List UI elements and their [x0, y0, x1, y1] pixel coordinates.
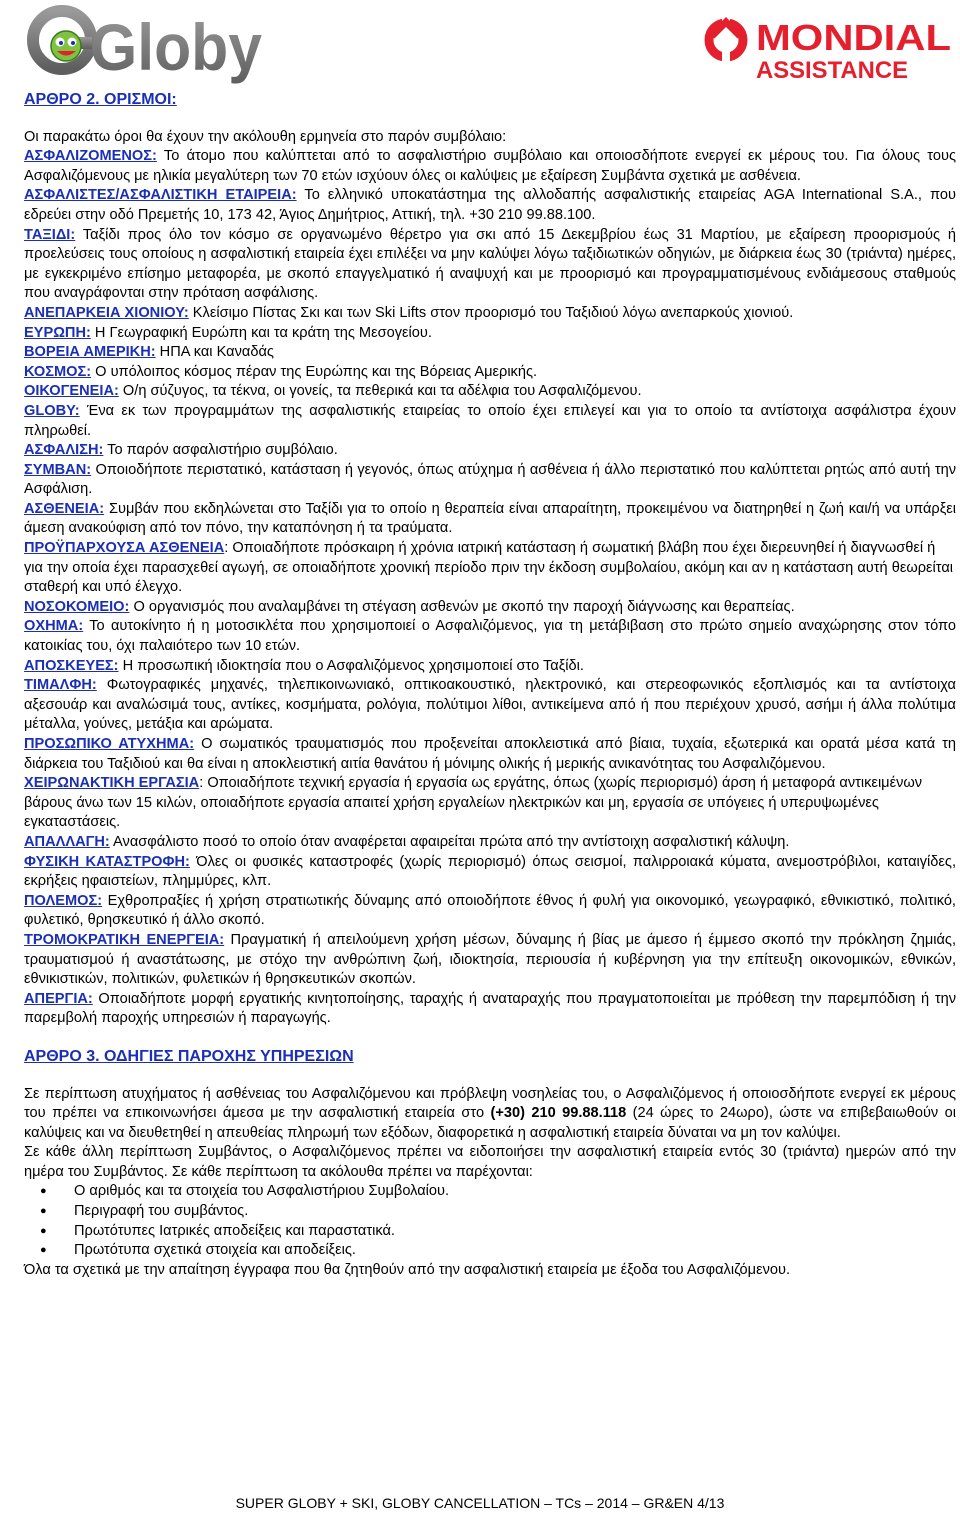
definition-item [24, 461, 956, 500]
definition-text: : Οποιαδήποτε πρόσκαιρη ή χρόνια ιατρική κατάσταση ή σωματική βλάβη που έχει διερευνηθεί ή διαγνωσθεί ή για την οποία έχει παρασχεθεί αγωγή, σε οποιαδήποτε χρονική περίοδο πριν την έκδοση συμβολαίου, ακόμη και αν η κατάσταση αυτή θεωρείται σταθερή και υπό έλεγχο. [24, 540, 954, 596]
definition-term: ΦΥΣΙΚΗ ΚΑΤΑΣΤΡΟΦΗ: [24, 853, 190, 870]
globy-logo-text: Globy [90, 10, 263, 84]
definition-text: Ο οργανισμός που αναλαμβάνει τη στέγαση ασθενών με σκοπό την παροχή διάγνωσης και θεραπείας. [129, 598, 795, 615]
definition-item [24, 324, 956, 344]
definition-item [24, 853, 956, 892]
definition-item [24, 441, 956, 461]
definition-term: ΑΠΑΛΛΑΓΗ: [24, 833, 110, 850]
globy-logo [26, 4, 266, 84]
definition-term: ΠΡΟΫΠΑΡΧΟΥΣΑ ΑΣΘΕΝΕΙΑ [24, 540, 225, 557]
definition-item [24, 382, 956, 402]
definition-text: Το άτομο που καλύπτεται από το ασφαλιστήριο συμβόλαιο και οποιοσδήποτε ενεργεί εκ μέρους του. Για όλους τους Ασφαλιζόμενους με ηλικία μεγαλύτερη των 70 ετών ισχύουν όλες οι καλύψεις με εξαίρεση Συμβάντα σχετικά με ασθένεια. [24, 148, 956, 184]
mondial-logo-line1: MONDIAL [756, 17, 951, 58]
definition-term: ΑΣΦΑΛΙΣΤΕΣ/ΑΣΦΑΛΙΣΤΙΚΗ ΕΤΑΙΡΕΙΑ: [24, 187, 297, 204]
definition-text: : Οποιαδήποτε τεχνική εργασία ή εργασία ως εργάτης, όπως (χωρίς περιορισμό) άρση ή μεταφορά αντικειμένων βάρους άνω των 15 κιλών, οποιαδήποτε εργασία απαιτεί χρήση εργαλείων ηλεκτρικών και μη, εργασία σε υπόγειες ή υπερυψωμένες εγκαταστάσεις. [24, 775, 923, 831]
definition-text: Ο υπόλοιπος κόσμος πέραν της Ευρώπης και της Βόρειας Αμερικής. [91, 363, 538, 380]
definition-term: ΟΧΗΜΑ: [24, 618, 84, 635]
definition-item [24, 676, 956, 735]
article-2-title: ΑΡΘΡΟ 2. ΟΡΙΣΜΟΙ: [24, 91, 177, 108]
definition-item [24, 402, 956, 441]
page-footer: SUPER GLOBY + SKI, GLOBY CANCELLATION – TCs – 2014 – GR&EN 4/13 [235, 1495, 725, 1511]
list-item: ● Πρωτότυπες Ιατρικές αποδείξεις και παραστατικά. [74, 1222, 956, 1242]
document-body [24, 90, 956, 1280]
definition-item [24, 147, 956, 186]
definition-term: ΑΝΕΠΑΡΚΕΙΑ ΧΙΟΝΙΟΥ: [24, 304, 189, 321]
definition-text: Ανασφάλιστο ποσό το οποίο όταν αναφέρεται αφαιρείται πρώτα από την αντίστοιχη ασφαλιστική κάλυψη. [109, 833, 790, 850]
definition-term: ΠΟΛΕΜΟΣ: [24, 892, 103, 909]
instructions-text: (24 ώρες το 24ωρο), ώστε να επιβεβαιωθούν οι καλύψεις και να διευθετηθεί η απευθείας πληρωμή των εξόδων, διαφορετικά η ασφαλιστική εταιρεία δύναται να μη τον καλύψει. [24, 1105, 956, 1141]
list-item: ● Περιγραφή του συμβάντος. [74, 1202, 956, 1222]
instructions-paragraph-1 [24, 1085, 956, 1144]
definition-item [24, 990, 956, 1029]
definition-item [24, 186, 956, 225]
definition-term: ΤΑΞΙΔΙ: [24, 226, 76, 243]
definition-text: Συμβάν που εκδηλώνεται στο Ταξίδι για το οποίο η θεραπεία είναι απαραίτητη, προκειμένου να διατηρηθεί η ζωή και/ή να υπάρξει άμεση ανακούφιση από τον πόνο, την καταπόνηση ή τα τραύματα. [24, 500, 956, 537]
definitions-section [24, 128, 956, 1029]
definition-text: Οποιαδήποτε μορφή εργατικής κινητοποίησης, ταραχής ή αναταραχής που πραγματοποιείται με πρόθεση την παρεμπόδιση ή την παρεμβολή παροχής υπηρεσιών ή παραγωγής. [24, 990, 956, 1027]
definition-term: ΑΣΦΑΛΙΣΗ: [24, 442, 104, 459]
definition-term: ΑΠΕΡΓΙΑ: [24, 990, 93, 1007]
definition-item [24, 617, 956, 656]
instructions-paragraph-3: Όλα τα σχετικά με την απαίτηση έγγραφα που θα ζητηθούν από την ασφαλιστική εταιρεία με έξοδα του Ασφαλιζόμενου. [24, 1261, 791, 1278]
definition-text: Οποιοδήποτε περιστατικό, κατάσταση ή γεγονός, όπως ατύχημα ή ασθένεια ή άλλο περιστατικό που καλύπτεται ρητώς από αυτή την Ασφάλιση. [24, 461, 956, 498]
definition-text: Ταξίδι προς όλο τον κόσμο σε οργανωμένο θέρετρο για σκι από 15 Δεκεμβρίου έως 31 Μαρτίου, με εξαίρεση προορισμούς ή προελεύσεις τους οποίους η ασφαλιστική εταιρεία έχει επιλέξει να μην καλύψει λόγω ταξιδιωτικών οδηγιών, με διάρκεια έως 30 (τριάντα) ημέρες, με εγκεκριμένο επίσημο μεταφορέα, με σκοπό επαγγελματικό ή αναψυχή και με προορισμό και προγραμματισμένους ενδιάμεσους σταθμούς που αναγράφονται στην πρόταση ασφάλισης. [24, 226, 956, 302]
list-item: ● Πρωτότυπα σχετικά στοιχεία και αποδείξεις. [74, 1241, 956, 1261]
definition-text: Φωτογραφικές μηχανές, τηλεπικοινωνιακό, οπτικοακουστικό, ηλεκτρονικό, και στερεοφωνικός εξοπλισμός και τα αντίστοιχα αξεσουάρ και αναλώσιμά τους, αντίκες, κοσμήματα, ρολόγια, πολύτιμοι λίθοι, αντικείμενα από ή που περιέχουν χρυσό, ασήμι ή άλλα πολύτιμα μέταλλα, γούνες, μετάξια και αρώματα. [24, 677, 956, 733]
definition-term: ΝΟΣΟΚΟΜΕΙΟ: [24, 598, 130, 615]
definition-term: ΧΕΙΡΩΝΑΚΤΙΚΗ ΕΡΓΑΣΙΑ [24, 775, 200, 792]
definition-text: Το αυτοκίνητο ή η μοτοσικλέτα που χρησιμοποιεί ο Ασφαλιζόμενος, για τη μετάβιβαση στο πρώτο σημείο αναχώρησης στον τόπο κατοικίας του, όχι παλαιότερο των 10 ετών. [24, 618, 956, 655]
definition-term: ΑΠΟΣΚΕΥΕΣ: [24, 657, 119, 674]
definition-term: ΚΟΣΜΟΣ: [24, 363, 92, 380]
definition-item [24, 304, 956, 324]
definition-text: Όλες οι φυσικές καταστροφές (χωρίς περιορισμό) όπως σεισμοί, παλιρροιακά κύματα, ανεμοστρόβιλοι, καταιγίδες, εκρήξεις ηφαιστείων, πλημμύρες, κλπ. [24, 853, 956, 890]
definition-item [24, 539, 956, 598]
definition-item [24, 657, 956, 677]
definition-text: ΗΠΑ και Καναδάς [155, 344, 274, 361]
definition-term: ΟΙΚΟΓΕΝΕΙΑ: [24, 383, 119, 400]
definition-term: ΠΡΟΣΩΠΙΚΟ ΑΤΥΧΗΜΑ: [24, 736, 195, 752]
definition-text: Ένα εκ των προγραμμάτων της ασφαλιστικής εταιρείας το οποίο έχει επιλεγεί και για το οποίο τα αντίστοιχα ασφάλιστρα έχουν πληρωθεί. [24, 402, 956, 439]
definition-item [24, 833, 956, 853]
definition-text: Το ελληνικό υποκατάστημα της αλλοδαπής ασφαλιστικής εταιρείας AGA International S.A., που εδρεύει στην οδό Πρεμετής 10, 173 42, Άγιος Δημήτριος, Αττική, τηλ. +30 210 99.88.100. [24, 187, 956, 223]
definition-item [24, 598, 956, 618]
list-item: ● Ο αριθμός και τα στοιχεία του Ασφαλιστήριου Συμβολαίου. [74, 1182, 956, 1202]
definition-text: Ο/η σύζυγος, τα τέκνα, οι γονείς, τα πεθερικά και τα αδέλφια του Ασφαλιζόμενου. [118, 383, 642, 400]
definition-term: ΣΥΜΒΑΝ: [24, 461, 92, 478]
definition-item [24, 931, 956, 990]
definition-text: Κλείσιμο Πίστας Σκι και των Ski Lifts στον προορισμό του Ταξιδιού λόγω ανεπαρκούς χιονιού. [188, 304, 794, 321]
definition-item [24, 892, 956, 931]
mondial-logo-line2: ASSISTANCE [756, 57, 908, 84]
instructions-paragraph-2: Σε κάθε άλλη περίπτωση Συμβάντος, ο Ασφαλιζόμενος πρέπει να ειδοποιήσει την ασφαλιστική εταιρεία εντός 30 (τριάντα) ημερών από την ημέρα του Συμβάντος. Σε κάθε περίπτωση τα ακόλουθα πρέπει να παρέχονται: [24, 1144, 956, 1180]
instructions-text: Σε περίπτωση ατυχήματος ή ασθένειας του Ασφαλιζόμενου και πρόβλεψη νοσηλείας του, ο Ασφαλιζόμενος ή οποιοσδήποτε ενεργεί εκ μέρους του πρέπει να επικοινωνήσει άμεσα με την ασφαλιστική εταιρεία στο [24, 1085, 956, 1122]
assistance-phone: (+30) 210 99.88.118 [490, 1105, 627, 1122]
definition-text: Το παρόν ασφαλιστήριο συμβόλαιο. [103, 442, 338, 459]
definition-item [24, 226, 956, 304]
definition-term: GLOBY: [24, 402, 80, 419]
definition-text: Ο σωματικός τραυματισμός που προξενείται αποκλειστικά από βίαια, τυχαία, εξωτερικά και ορατά μέσα κατά τη διάρκεια του Ταξιδιού και θα είναι η αποκλειστική αιτία θανάτου ή μόνιμης ολικής ή μερικής ανικανότητας του Ασφαλιζόμενου. [24, 736, 957, 772]
definition-item [24, 735, 956, 774]
definition-item [24, 343, 956, 363]
definition-item [24, 500, 956, 539]
definition-term: ΤΡΟΜΟΚΡΑΤΙΚΗ ΕΝΕΡΓΕΙΑ: [24, 931, 225, 948]
definition-term: ΕΥΡΩΠΗ: [24, 324, 91, 341]
definition-text: Εχθροπραξίες ή χρήση στρατιωτικής δύναμης από οποιοδήποτε έθνος ή φυλή για οικονομικό, γεωγραφικό, εθνικιστικό, πολιτικό, φυλετικό, θρησκευτικό ή άλλο σκοπό. [24, 892, 956, 929]
definition-term: ΑΣΦΑΛΙΖΟΜΕΝΟΣ: [24, 148, 157, 165]
definition-term: ΤΙΜΑΛΦΗ: [24, 677, 97, 694]
mondial-assistance-logo [704, 4, 954, 84]
article-3-title: ΑΡΘΡΟ 3. ΟΔΗΓΙΕΣ ΠΑΡΟΧΗΣ ΥΠΗΡΕΣΙΩΝ [24, 1047, 354, 1065]
required-documents-list [24, 1182, 956, 1260]
definition-item [24, 363, 956, 383]
definition-term: ΒΟΡΕΙΑ ΑΜΕΡΙΚΗ: [24, 344, 156, 361]
definitions-intro: Οι παρακάτω όροι θα έχουν την ακόλουθη ερμηνεία στο παρόν συμβόλαιο: [24, 128, 507, 145]
definition-text: Πραγματική ή απειλούμενη χρήση μέσων, δύναμης ή βίας με άμεσο ή έμμεσο σκοπό την πρόκληση ζημιάς, τραυματισμού ή αναστάτωσης, με στόχο την ανθρώπινη ζωή, ιδιοκτησία, περιουσία ή κυβέρνηση για την επίτευξη οικονομικών, εθνικών, εθνικιστικών, πολιτικών, φυλετικών ή θρησκευτικών σκοπών. [24, 931, 957, 988]
definition-term: ΑΣΘΕΝΕΙΑ: [24, 500, 105, 517]
definition-text: Η προσωπική ιδιοκτησία που ο Ασφαλιζόμενος χρησιμοποιεί στο Ταξίδι. [118, 657, 584, 674]
definition-text: Η Γεωγραφική Ευρώπη και τα κράτη της Μεσογείου. [90, 324, 432, 341]
instructions-section [24, 1085, 956, 1281]
definition-item [24, 774, 956, 833]
